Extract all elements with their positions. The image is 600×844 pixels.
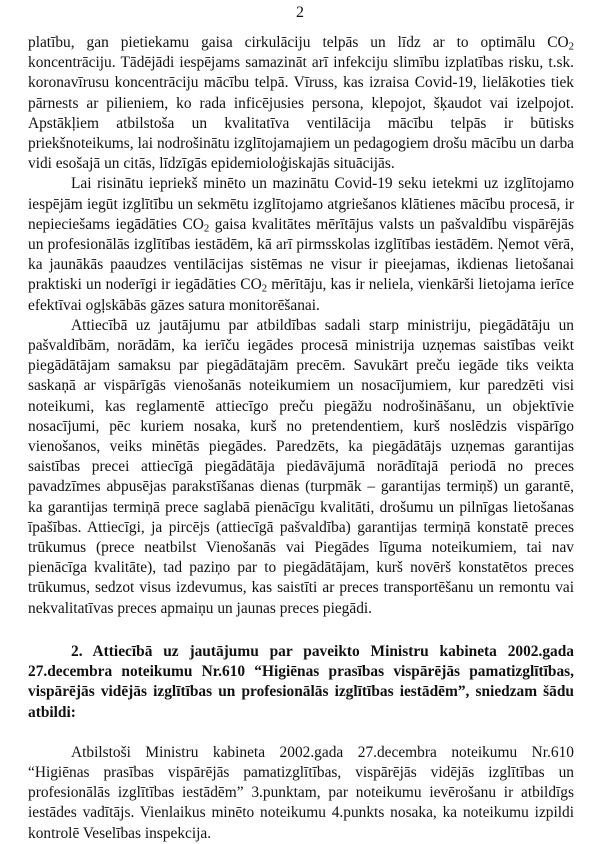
paragraph-regulation: Atbilstoši Ministru kabineta 2002.gada 27.decembra noteikumu Nr.610 “Higiēnas prasības vispārējās pamatizglītības, vispārējās vidējās izglītības un profesionālās izglītības iestādēm” 3.punktam, par noteikumu ievērošanu ir atbildīgs iestādes vadītājs. Vienlaikus minēto noteikumu 4.punkts nosaka, ka noteikumu izpildi kontrolē Veselības inspekcija. (28, 743, 574, 842)
section-heading: 2. Attiecībā uz jautājumu par paveikto Ministru kabineta 2002.gada 27.decembra noteikumu Nr.610 “Higiēnas prasības vispārējās pamatizglītības, vispārējās vidējās izglītības un profesionālās izglītības iestādēm”, sniedzam šādu atbildi: (28, 642, 574, 721)
co2-subscript: 2 (261, 283, 268, 296)
paragraph-co2-meters (28, 174, 574, 315)
paragraph-text: Lai risinātu iepriekš minēto un mazinātu Covid-19 seku ietekmi uz izglītojamo iespējām iegūt izglītību un sekmētu izglītojamo atgriešanos klātienes mācību procesā, ir nepieciešams iegādāties CO (28, 175, 574, 233)
paragraph-responsibility: Attiecībā uz jautājumu par atbildības sadali starp ministriju, piegādātāju un pašvaldībām, norādām, ka ierīču iegādes procesā ministrija uzņemas saistības veikt piegādātājam samaksu par piegādātajām precēm. Savukārt preču iegāde tiks veikta saskaņā ar vispārīgās vienošanās noteikumiem un nosacījumiem, kur paredzēti visi noteikumi, kas reglamentē attiecīgo preču piegāžu nodrošināšanu, un objektīvie nosacījumi, pēc kuriem nosaka, kurš no pretendentiem, kurš noslēdzis vispārīgo vienošanos, veiks minētās piegādes. Paredzēts, ka piegādātājs uzņemas garantijas saistības precei attiecīgā piegādātāja piedāvājumā norādītajā periodā no preces pavadzīmes abpusējas parakstīšanas dienas (turpmāk – garantijas termiņš) un garantē, ka garantijas termiņā prece saglabā pienācīgu kvalitāti, drošumu un pilnīgas lietošanas īpašības. Attiecīgi, ja pircējs (attiecīgā pašvaldība) garantijas termiņā konstatē preces trūkumus (prece neatbilst Vienošanās vai Piegādes līguma noteikumiem, tai nav pienācīga kvalitāte), tad paziņo par to piegādātājam, kurš novērš konstatētos preces trūkumus, sedzot visus izdevumus, kas saistīti ar preces transportēšanu un remontu vai nekvalitatīvas preces apmaiņu un jaunas preces piegādi. (28, 316, 574, 617)
paragraph-text: mērītāju, kas ir neliela, vienkārši lietojama ierīce efektīvai ogļskābās gāzes satura monitorēšanai. (28, 276, 574, 314)
document-body (28, 33, 574, 844)
paragraph-text: koncentrāciju. Tādējādi iespējams samazināt arī infekciju slimību izplatības risku, t.sk. koronavīrusu koncentrāciju mācību telpā. Vīruss, kas izraisa Covid-19, lielākoties tiek pārnests ar pilieniem, ko rada inficējusies persona, klepojot, šķaudot vai izelpojot. Apstākļiem atbilstoša un kvalitatīva ventilācija mācību telpās ir būtisks priekšnoteikums, lai nodrošinātu izglītojamajiem un pedagogiem drošu mācību un darba vidi esošajā un citās, līdzīgās epidemioloģiskajās situācijās. (28, 54, 574, 173)
co2-subscript: 2 (568, 40, 574, 53)
paragraph-text: gaisa kvalitātes mērītājus valsts un pašvaldību vispārējās un profesionālās izglītības iestādēm, kā arī pirmsskolas izglītības iestādēm. Ņemot vērā, ka jaunākās paaudzes ventilācijas sistēmas ne visur ir pieejamas, ikdienas lietošanai praktiski un noderīgi ir iegādāties CO (28, 215, 574, 294)
paragraph-ventilation-importance (28, 33, 574, 174)
paragraph-text: platību, gan pietiekamu gaisa cirkulāciju telpās un līdz ar to optimālu CO (28, 34, 569, 51)
co2-subscript: 2 (203, 222, 210, 235)
page-number: 2 (296, 4, 304, 21)
